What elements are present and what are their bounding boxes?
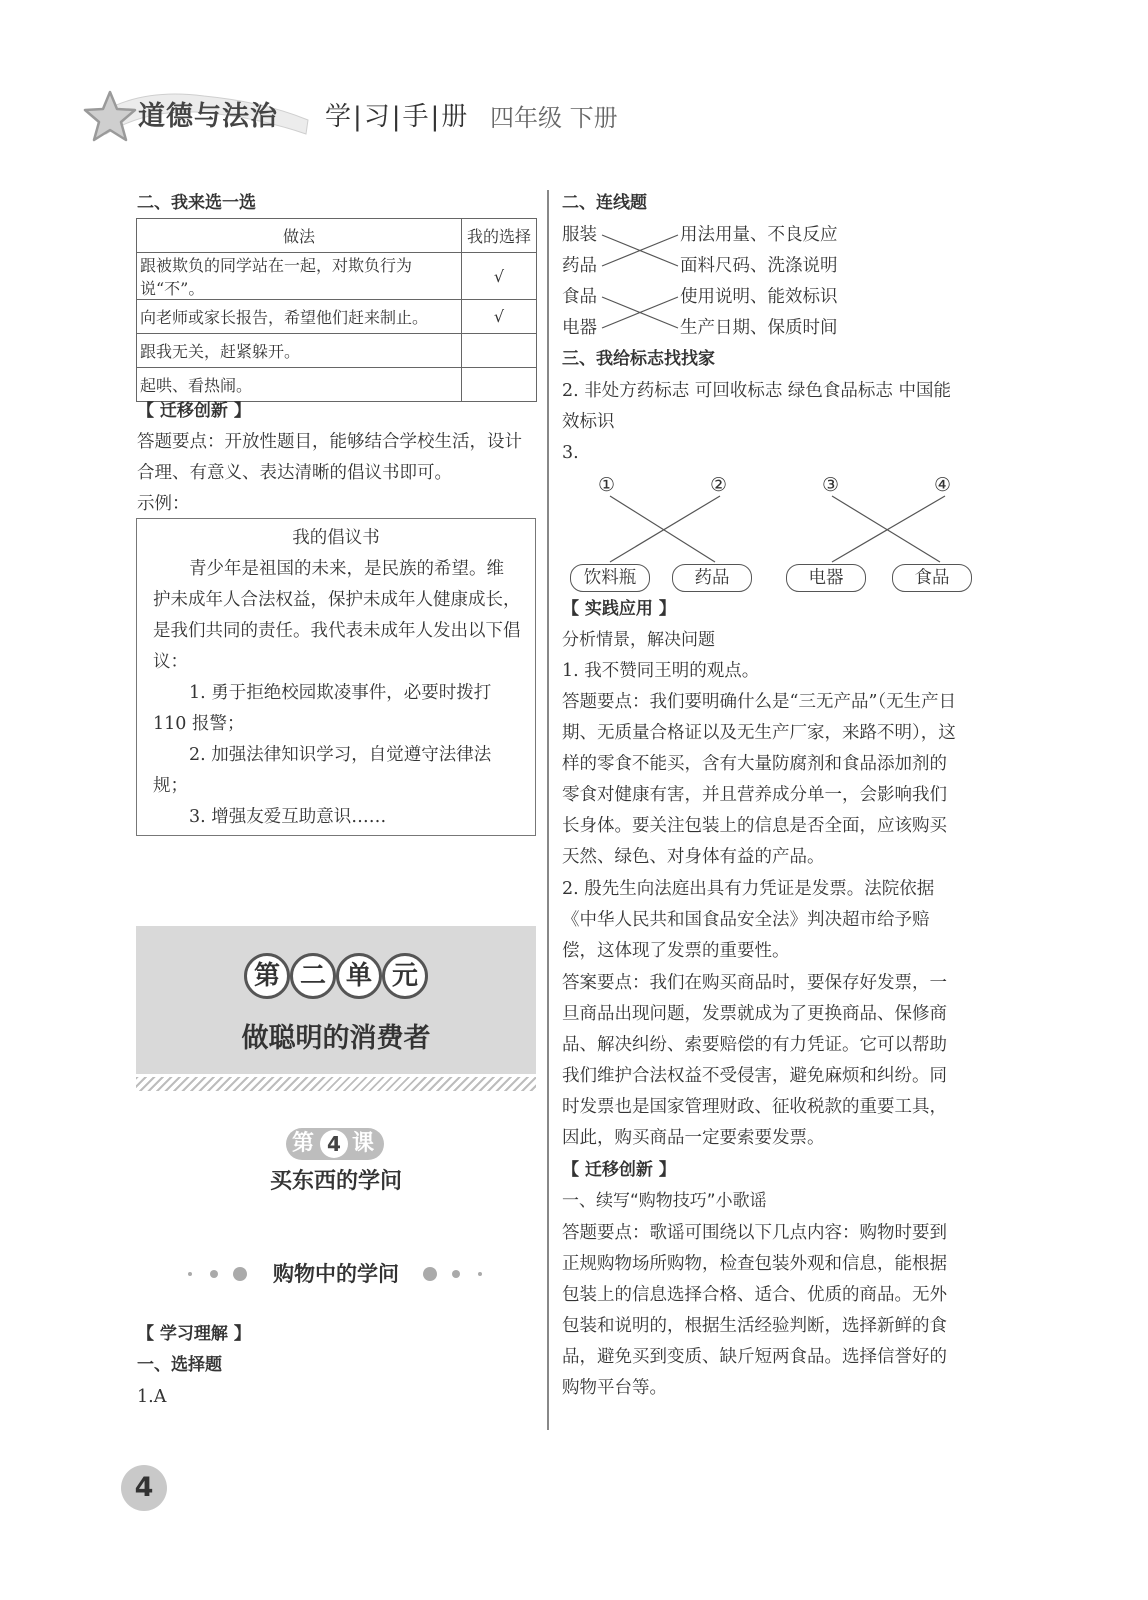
match-left-item: 药品 <box>562 256 597 276</box>
circled-number: ① <box>598 474 616 496</box>
table-row <box>137 334 537 368</box>
practice-subheading: 分析情景，解决问题 <box>562 630 715 650</box>
unit-char: 第 <box>244 953 290 999</box>
match-right-item: 面料尺码、洗涤说明 <box>680 256 838 276</box>
matching-heading: 二、连线题 <box>562 193 647 213</box>
match-left-item: 食品 <box>562 287 597 307</box>
match-right-item: 用法用量、不良反应 <box>680 225 838 245</box>
logo-answer-3: 3. <box>562 443 579 463</box>
table-cell-choice <box>462 334 537 368</box>
logo-matching-lines <box>560 492 980 564</box>
song-heading: 一、续写“购物技巧”小歌谣 <box>562 1191 767 1211</box>
transfer-answer: 答题要点：开放性题目，能够结合学校生活，设计合理、有意义、表达清晰的倡议书即可。 <box>137 432 522 483</box>
logo-box: 饮料瓶 <box>570 564 650 592</box>
lesson-suffix: 课 <box>352 1131 375 1156</box>
table-header-row <box>137 219 537 253</box>
transfer-heading: 【 迁移创新 】 <box>137 401 251 421</box>
column-divider <box>547 190 549 1430</box>
logo-box: 药品 <box>672 564 752 592</box>
table-cell-action: 跟我无关，赶紧躲开。 <box>137 334 462 368</box>
practice-answer-1: 1. 我不赞同王明的观点。 <box>562 661 760 681</box>
lesson-number: 4 <box>320 1130 348 1158</box>
table-cell-action: 起哄、看热闹。 <box>137 368 462 402</box>
proposal-item-3: 3. 增强友爱互助意识…… <box>189 807 387 827</box>
practice-answer-2: 2. 殷先生向法庭出具有力凭证是发票。法院依据《中华人民共和国食品安全法》判决超市给予赔偿，这体现了发票的重要性。 <box>562 879 935 961</box>
header-grade: 四年级 下册 <box>490 104 618 132</box>
unit-char: 二 <box>290 953 336 999</box>
transfer-heading-right: 【 迁移创新 】 <box>562 1160 676 1180</box>
table-header-action: 做法 <box>137 219 462 253</box>
table-cell-choice <box>462 368 537 402</box>
proposal-box <box>136 518 536 836</box>
star-icon <box>80 88 140 148</box>
match-left-item: 电器 <box>562 318 597 338</box>
example-label: 示例： <box>137 494 190 514</box>
match-left-item: 服装 <box>562 225 597 245</box>
table-cell-action: 跟被欺负的同学站在一起，对欺负行为说“不”。 <box>137 253 462 300</box>
circled-number: ② <box>710 474 728 496</box>
proposal-item-1: 1. 勇于拒绝校园欺凌事件，必要时拨打110 报警； <box>153 683 492 734</box>
header-subject: 道德与法治 <box>138 101 278 132</box>
lesson-prefix: 第 <box>292 1131 315 1156</box>
proposal-paragraph: 青少年是祖国的未来，是民族的希望。维护未成年人合法权益，保护未成年人健康成长，是我们共同的责任。我代表未成年人发出以下倡议： <box>153 559 521 672</box>
page-number: 4 <box>121 1465 167 1511</box>
logo-box: 电器 <box>786 564 866 592</box>
choice-question-heading: 一、选择题 <box>137 1355 222 1375</box>
table-cell-choice: √ <box>462 253 537 300</box>
proposal-item-2: 2. 加强法律知识学习，自觉遵守法律法规； <box>153 745 492 796</box>
circled-number: ④ <box>934 474 952 496</box>
practice-answer-2-points: 答案要点：我们在购买商品时，要保存好发票，一旦商品出现问题，发票就成为了更换商品、保修商品、解决纠纷、索要赔偿的有力凭证。它可以帮助我们维护合法权益不受侵害，避免麻烦和纠纷。同时发票也是国家管理财政、征收税款的重要工具，因此，购买商品一定要索要发票。 <box>562 973 947 1148</box>
circled-number: ③ <box>822 474 840 496</box>
unit-subtitle: 做聪明的消费者 <box>241 1023 431 1054</box>
practice-heading: 【 实践应用 】 <box>562 599 676 619</box>
section-heading-choose: 二、我来选一选 <box>137 193 256 213</box>
practice-answer-1-points: 答题要点：我们要明确什么是“三无产品”（无生产日期、无质量合格证以及无生产厂家，来路不明），这样的零食不能买，含有大量防腐剂和食品添加剂的零食对健康有害，并且营养成分单一，会影响我们长身体。要关注包装上的信息是否全面，应该购买天然、绿色、对身体有益的产品。 <box>562 692 957 867</box>
study-heading: 【 学习理解 】 <box>137 1324 251 1344</box>
unit-char: 元 <box>382 953 428 999</box>
dots-icon <box>422 1264 486 1284</box>
song-answer: 答题要点：歌谣可围绕以下几点内容：购物时要到正规购物场所购物，检查包装外观和信息，能根据包装上的信息选择合格、适合、优质的商品。无外包装和说明的，根据生活经验判断，选择新鲜的食品，避免买到变质、缺斤短两食品。选择信誉好的购物平台等。 <box>562 1223 947 1398</box>
matching-lines <box>600 220 680 344</box>
lesson-title: 买东西的学问 <box>269 1169 402 1194</box>
answer-1: 1.A <box>137 1387 167 1407</box>
table-row <box>137 253 537 300</box>
section-title: 购物中的学问 <box>273 1262 399 1286</box>
table-cell-action: 向老师或家长报告，希望他们赶来制止。 <box>137 300 462 334</box>
header-book-title: 学|习|手|册 <box>325 102 470 132</box>
unit-banner-hatch <box>136 1077 536 1091</box>
table-cell-choice: √ <box>462 300 537 334</box>
logo-heading: 三、我给标志找找家 <box>562 349 715 369</box>
match-right-item: 使用说明、能效标识 <box>680 287 838 307</box>
match-right-item: 生产日期、保质时间 <box>680 318 838 338</box>
choice-table <box>136 218 537 402</box>
logo-box: 食品 <box>892 564 972 592</box>
unit-char: 单 <box>336 953 382 999</box>
table-row <box>137 300 537 334</box>
proposal-title: 我的倡议书 <box>292 528 380 548</box>
table-header-choice: 我的选择 <box>462 219 537 253</box>
logo-answer-2: 2. 非处方药标志 可回收标志 绿色食品标志 中国能效标识 <box>562 381 951 432</box>
